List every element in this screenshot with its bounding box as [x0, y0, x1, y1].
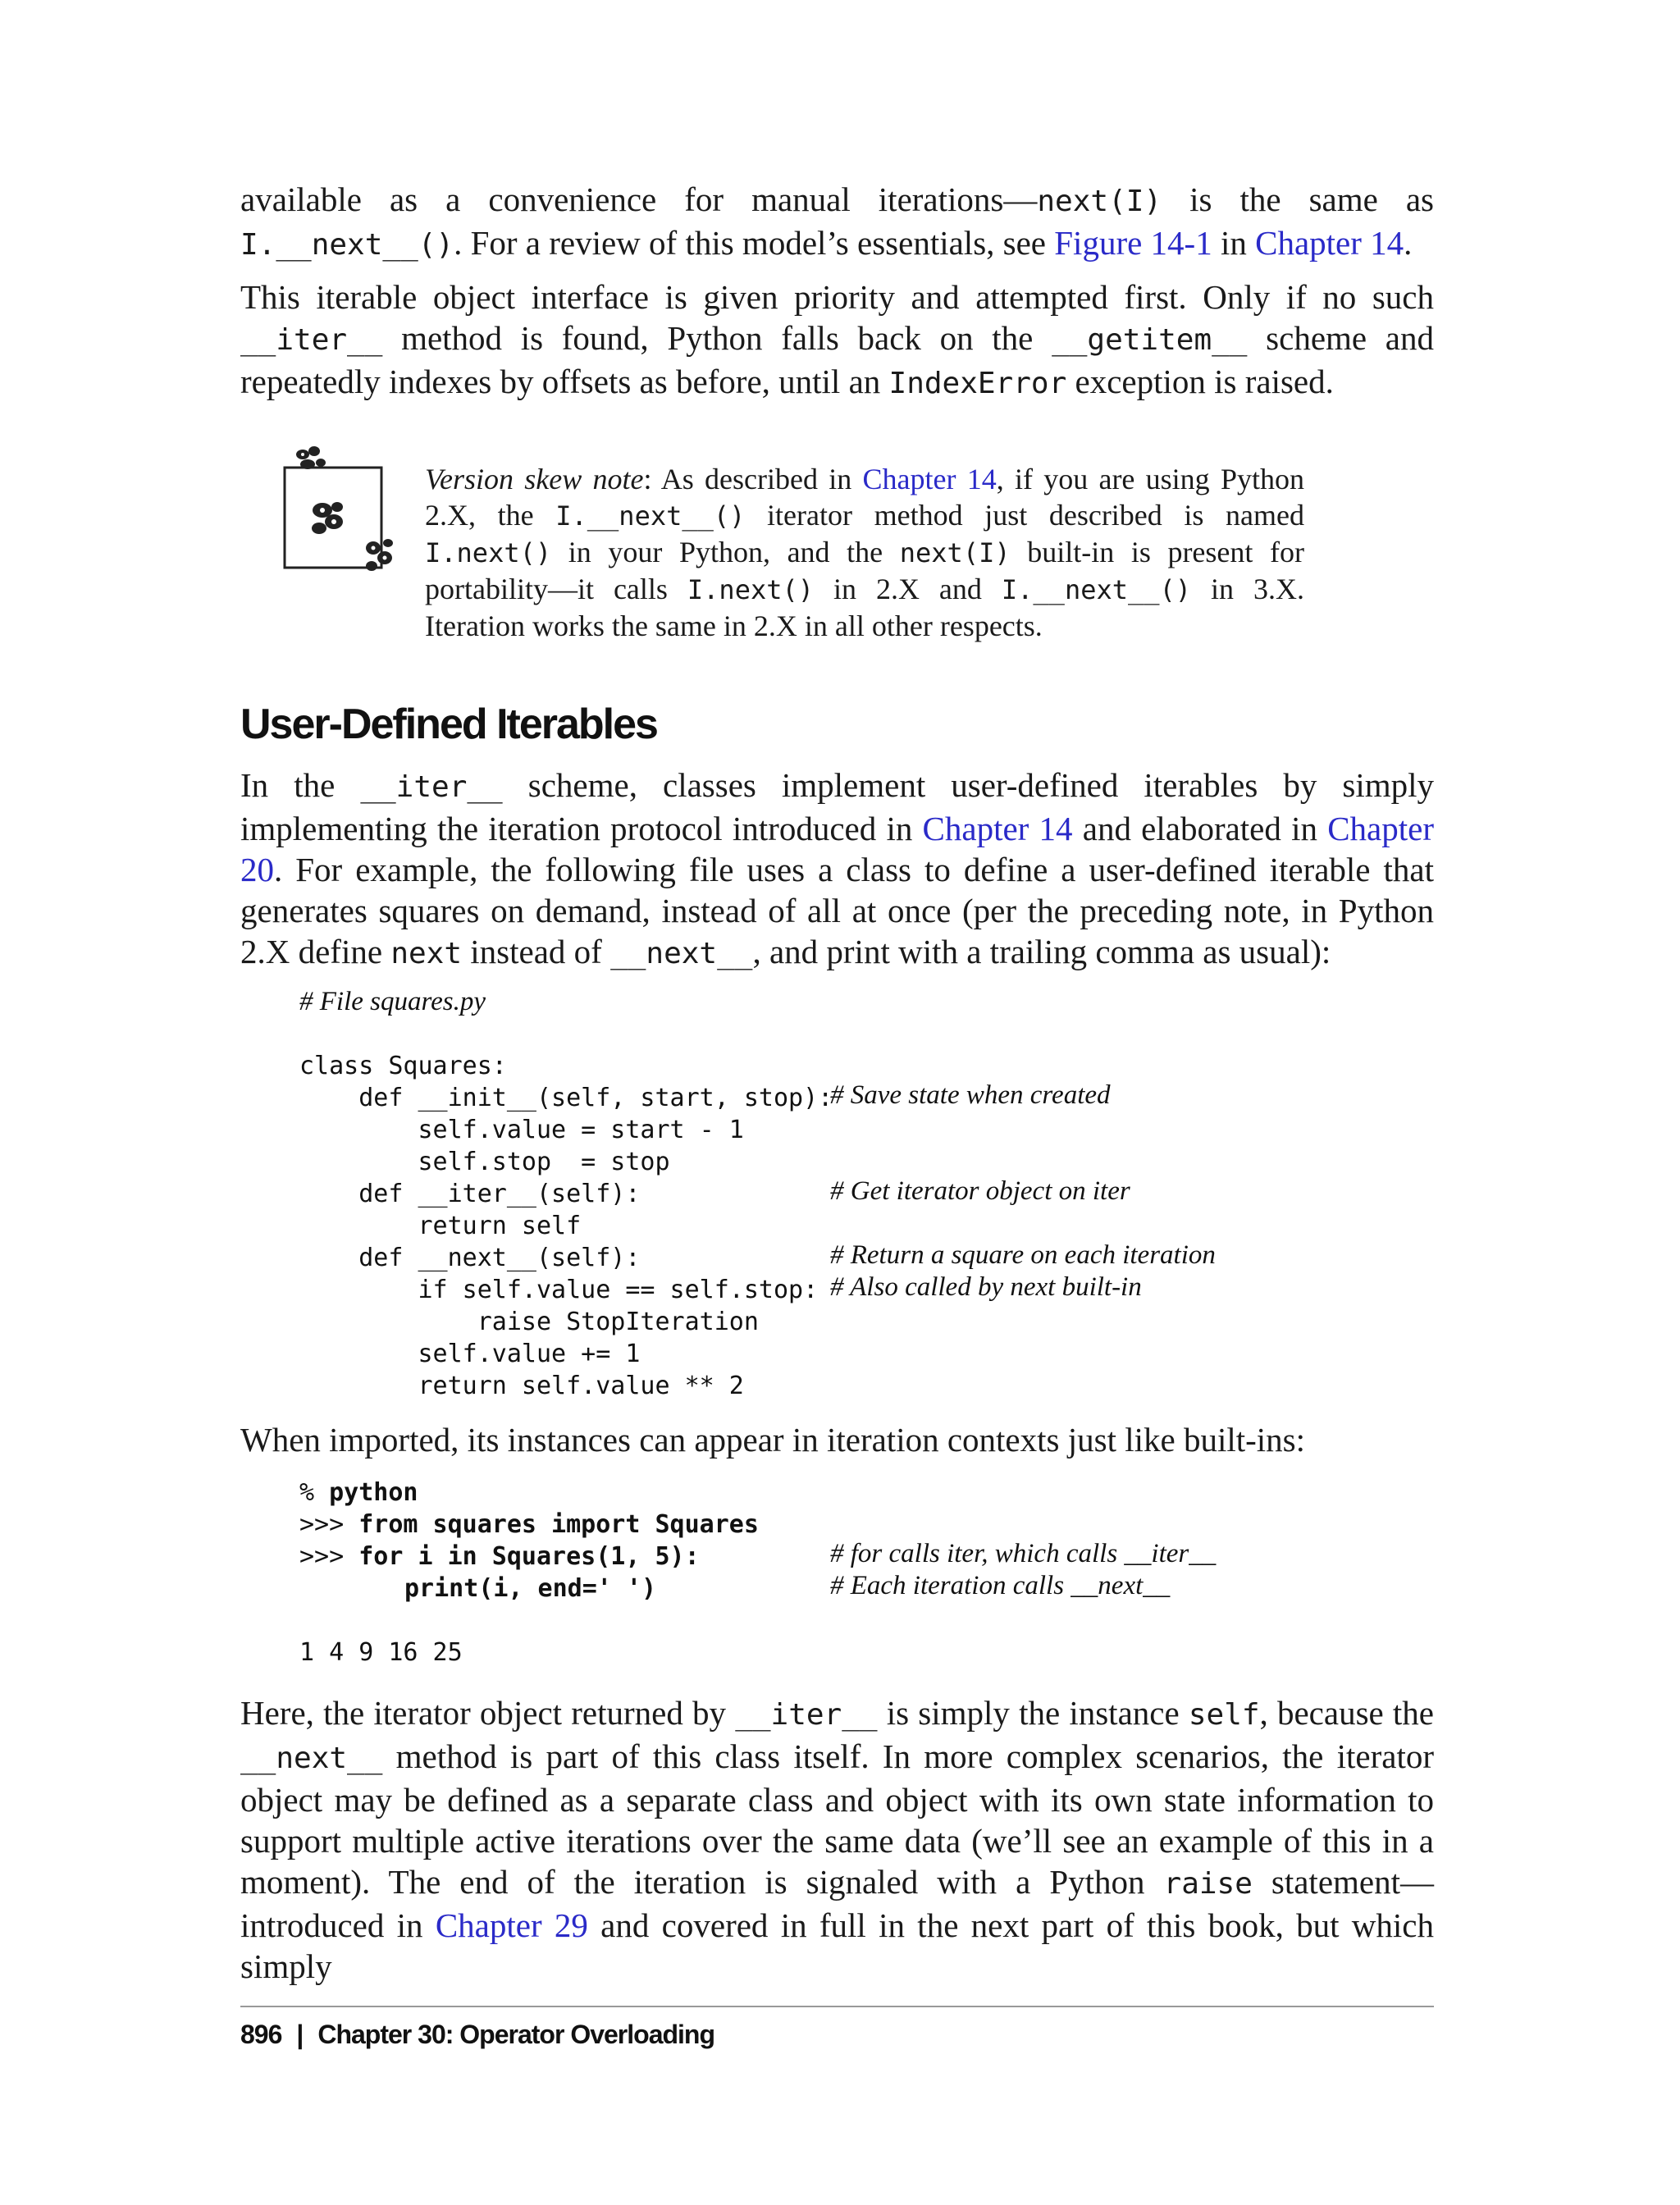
code-line: return self [299, 1212, 582, 1240]
paragraph-4-text: When imported, its instances can appear in iteration contexts just like built-ins: [240, 1421, 1306, 1459]
inline-code: next(I) [1037, 185, 1162, 218]
version-note [283, 443, 1304, 648]
inline-code: I.next() [425, 537, 552, 568]
paragraph-1 [240, 179, 1434, 266]
code-line: print(i, end=' ') [404, 1574, 657, 1603]
code-comment: # Get iterator object on iter [830, 1176, 1130, 1206]
code-file-comment: # File squares.py [299, 987, 486, 1016]
inline-code: I.__next__() [240, 228, 454, 262]
inline-code: I.__next__() [555, 500, 746, 532]
inline-code: __iter__ [735, 1698, 878, 1732]
paragraph-3-text: In the __iter__ scheme, classes implement user-defined iterables by simply implementing the iteration protocol introduced in Chapter 14 and elaborated in Chapter 20. For example, the following file uses a class to define a user-defined iterable that generates squares on demand, instead of all at once (per the preceding note, in Python 2.X define next instead of __next__, and print with a trailing comma as usual): [240, 766, 1434, 970]
code-line: self.value = start - 1 [299, 1116, 744, 1144]
inline-code: I.next() [687, 574, 815, 605]
footer-rule [240, 2006, 1434, 2007]
paragraph-5 [240, 1692, 1434, 1987]
code-line: def __next__(self): [299, 1244, 641, 1272]
code-line: % python [299, 1478, 418, 1507]
footer-chapter: Chapter 30: Operator Overloading [317, 2020, 715, 2049]
code-line: def __iter__(self): [299, 1180, 641, 1208]
link-chapter-14[interactable]: Chapter 14 [1255, 224, 1404, 262]
paragraph-3 [240, 765, 1434, 975]
paragraph-2-text: This iterable object interface is given priority and attempted first. Only if no such __iter__ method is found, Python falls back on the __getitem__ scheme and repeatedly indexes by offsets as before, until an IndexError exception is raised. [240, 278, 1434, 400]
inline-code: __getitem__ [1052, 323, 1248, 357]
note-text: Version skew note: As described in Chapter 14, if you are using Python 2.X, the I.__next__() iterator method just described is named I.next() in your Python, and the next(I) built-in is present for portability—it calls I.next() in 2.X and I.__next__() in 3.X. Iteration works the same in 2.X in all other respects. [425, 463, 1305, 642]
code-line: raise StopIteration [299, 1308, 759, 1336]
code-line: self.value += 1 [299, 1340, 641, 1368]
paragraph-5-text: Here, the iterator object returned by __iter__ is simply the instance self, because the __next__ method is part of this class itself. In more complex scenarios, the iterator object may be defined as a separate class and object with its own state information to support multiple active iterations over the same data (we’ll see an example of this in a moment). The end of the iteration is signaled with a Python raise statement—introduced in Chapter 29 and covered in full in the next part of this book, but which simply [240, 1694, 1434, 1985]
inline-code: I.__next__() [1001, 574, 1192, 605]
inline-code: next(I) [899, 537, 1011, 568]
code-line: class Squares: [299, 1052, 507, 1080]
code-line: self.stop = stop [299, 1148, 670, 1176]
paragraph-4 [240, 1419, 1434, 1460]
code-comment: # Each iteration calls __next__ [830, 1571, 1171, 1600]
code-line: if self.value == self.stop: [299, 1276, 819, 1304]
code-comment: # Also called by next built-in [830, 1272, 1142, 1302]
section-title: User-Defined Iterables [240, 701, 657, 748]
code-line: return self.value ** 2 [299, 1372, 744, 1400]
link-chapter-14-note[interactable]: Chapter 14 [862, 463, 997, 495]
code-comment: # Save state when created [830, 1080, 1111, 1110]
inline-code: __iter__ [360, 770, 503, 804]
code-output: 1 4 9 16 25 [299, 1638, 463, 1667]
paragraph-1-text: available as a convenience for manual iterations—next(I) is the same as I.__next__(). For a review of this model’s essentials, see Figure 14-1 in Chapter 14. [240, 180, 1434, 262]
paragraph-2 [240, 276, 1434, 404]
note-lead: Version skew note [425, 463, 644, 495]
inline-code: IndexError [888, 367, 1067, 400]
link-figure-14-1[interactable]: Figure 14-1 [1054, 224, 1212, 262]
code-line: >>> from squares import Squares [299, 1510, 759, 1539]
footer-separator: | [296, 2020, 304, 2049]
link-chapter-29[interactable]: Chapter 29 [435, 1906, 588, 1944]
inline-code: raise [1163, 1867, 1253, 1901]
inline-code: __next__ [610, 937, 753, 970]
inline-code: next [390, 937, 463, 970]
inline-code: __next__ [240, 1742, 383, 1775]
code-line: >>> for i in Squares(1, 5): [299, 1542, 700, 1571]
inline-code: __iter__ [240, 323, 383, 357]
inline-code: self [1188, 1698, 1260, 1732]
bird-tip-icon [283, 443, 406, 582]
code-comment: # Return a square on each iteration [830, 1240, 1216, 1270]
code-line: def __init__(self, start, stop): [299, 1084, 833, 1112]
page-number: 896 [240, 2020, 282, 2049]
code-comment: # for calls iter, which calls __iter__ [830, 1539, 1217, 1568]
page-footer [240, 2020, 714, 2050]
link-chapter-14-b[interactable]: Chapter 14 [922, 810, 1073, 847]
link-chapter-20[interactable]: Chapter 20 [240, 810, 1434, 888]
